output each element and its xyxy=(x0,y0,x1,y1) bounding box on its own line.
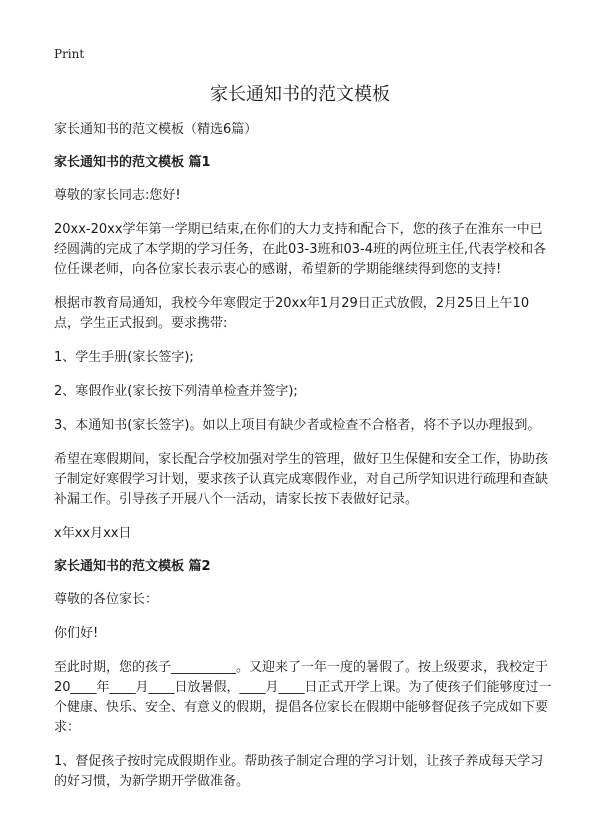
list-item: 1、学生手册(家长签字); xyxy=(54,350,194,365)
paragraph: 至此时期，您的孩子__________。又迎来了一年一度的暑假了。按上级要求，我校定于20____年____月____日放暑假，____月____日正式开学上课。为了使孩子们能够度过一个健康、快乐、安全、有意义的假期，提倡各位家长在假期中能够督促孩子完成如下要求： xyxy=(54,660,552,735)
paragraph: 根据市教育局通知，我校今年寒假定于20xx年1月29日正式放假，2月25日上午10点，学生正式报到。要求携带: xyxy=(54,296,530,331)
list-item: 1、督促孩子按时完成假期作业。帮助孩子制定合理的学习计划，让孩子养成每天学习的好习惯，为新学期开学做准备。 xyxy=(54,754,544,789)
paragraph: 20xx-20xx学年第一学期已结束,在你们的大力支持和配合下，您的孩子在淮东一中已经圆满的完成了本学期的学习任务，在此03-3班和03-4班的两位班主任,代表学校和各位任课老师，向各位家长表示衷心的感谢，希望新的学期能继续得到您的支持! xyxy=(54,222,547,277)
list-item: 2、寒假作业(家长按下列清单检查并签字); xyxy=(54,384,298,399)
section-greeting: 尊敬的家长同志:您好! xyxy=(54,188,181,203)
section-heading: 家长通知书的范文模板 篇1 xyxy=(54,155,211,170)
paragraph: 希望在寒假期间，家长配合学校加强对学生的管理，做好卫生保健和安全工作，协助孩子制定好寒假学习计划，要求孩子认真完成寒假作业，对自己所学知识进行疏理和查缺补漏工作。引导孩子开展八个一活动，请家长按下表做好记录。 xyxy=(54,452,549,507)
section-greeting: 尊敬的各位家长： xyxy=(54,592,159,607)
document-title: 家长通知书的范文模板 xyxy=(210,84,390,105)
section-date: x年xx月xx日 xyxy=(54,526,132,541)
print-link[interactable]: Print xyxy=(54,47,85,61)
document-body xyxy=(54,120,554,806)
document-subtitle: 家长通知书的范文模板（精选6篇） xyxy=(54,122,258,137)
section-heading: 家长通知书的范文模板 篇2 xyxy=(54,559,211,574)
paragraph: 你们好! xyxy=(54,626,99,641)
list-item: 3、本通知书(家长签字)。如以上项目有缺少者或检查不合格者，将不予以办理报到。 xyxy=(54,418,541,433)
